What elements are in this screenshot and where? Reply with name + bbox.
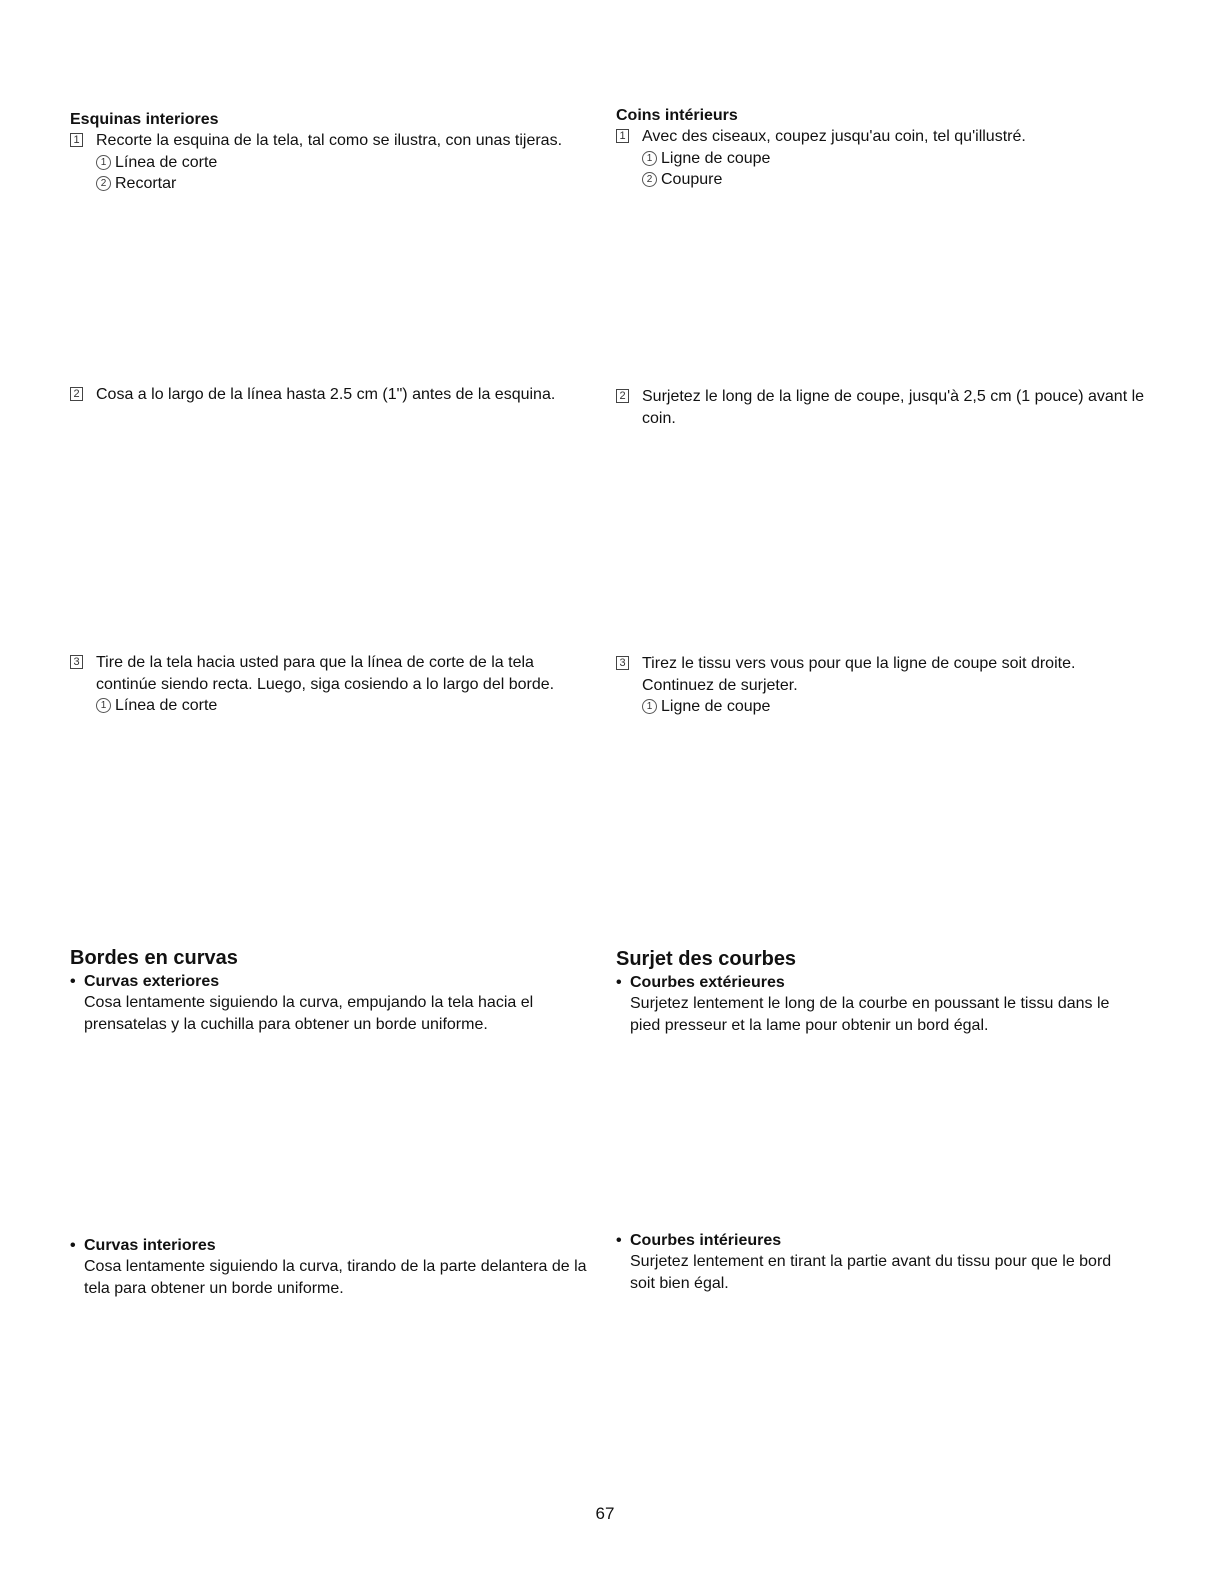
fr-curves-section	[616, 947, 1136, 1036]
bullet: •	[70, 973, 76, 990]
circled-number-icon: 1	[96, 698, 111, 713]
step-number-box: 2	[616, 389, 629, 403]
es-step-2-block	[70, 384, 570, 406]
es-step-2-text: Cosa a lo largo de la línea hasta 2.5 cm (1") antes de la esquina.	[96, 386, 556, 403]
fr-curves-title: Surjet des courbes	[616, 948, 797, 970]
step-number-box: 1	[616, 129, 629, 143]
circled-number-icon: 2	[642, 172, 657, 187]
step-number-box: 2	[70, 387, 83, 401]
fr-step-1-ref-2-label: Coupure	[661, 171, 723, 188]
step-number-box: 1	[70, 133, 83, 147]
es-step-1-text: Recorte la esquina de la tela, tal como se ilustra, con unas tijeras.	[96, 132, 563, 149]
fr-step-2-text: Surjetez le long de la ligne de coupe, jusqu'à 2,5 cm (1 pouce) avant le coin.	[642, 388, 1145, 427]
bullet: •	[70, 1237, 76, 1254]
step-number-box: 3	[70, 655, 83, 669]
circled-number-icon: 1	[642, 151, 657, 166]
es-inner-curves-heading	[70, 1236, 590, 1256]
es-inner-corners-section	[70, 110, 570, 195]
es-inner-curves-title: Curvas interiores	[84, 1237, 216, 1254]
es-step-1-ref-1	[70, 152, 570, 174]
es-outer-curves-heading	[70, 972, 600, 992]
es-step-1-ref-1-label: Línea de corte	[115, 153, 218, 171]
es-curves-title: Bordes en curvas	[70, 947, 238, 969]
fr-inner-corners-heading: Coins intérieurs	[616, 107, 738, 124]
fr-step-3-ref-1-label: Ligne de coupe	[661, 698, 771, 715]
circled-number-icon: 1	[642, 699, 657, 714]
page-number: 67	[595, 1504, 615, 1523]
fr-step-3-block	[616, 653, 1146, 718]
es-step-3-text: Tire de la tela hacia usted para que la línea de corte de la tela continúe siendo recta. Luego, siga cosiendo a lo largo del borde.	[96, 654, 555, 693]
fr-step-2	[616, 386, 1146, 429]
es-step-3-ref-1-label: Línea de corte	[115, 697, 218, 714]
es-step-1-ref-2-label: Recortar	[115, 175, 177, 192]
es-inner-curves-text: Cosa lentamente siguiendo la curva, tirando de la parte delantera de la tela para obtener un borde uniforme.	[84, 1258, 587, 1297]
circled-number-icon: 1	[96, 155, 111, 170]
fr-inner-curves-heading	[616, 1231, 1136, 1251]
fr-inner-curves-text: Surjetez lentement en tirant la partie avant du tissu pour que le bord soit bien égal.	[630, 1253, 1112, 1292]
es-step-3	[70, 652, 595, 695]
es-step-3-block	[70, 652, 595, 717]
step-number-box: 3	[616, 656, 629, 670]
es-outer-curves-text: Cosa lentamente siguiendo la curva, empujando la tela hacia el prensatelas y la cuchilla para obtener un borde uniforme.	[84, 994, 534, 1033]
es-step-2	[70, 384, 570, 406]
fr-outer-curves-text: Surjetez lentement le long de la courbe en poussant le tissu dans le pied presseur et la lame pour obtenir un bord égal.	[630, 995, 1110, 1034]
es-step-3-ref-1	[70, 695, 595, 717]
es-inner-corners-heading: Esquinas interiores	[70, 111, 219, 128]
es-step-1-ref-2	[70, 173, 570, 195]
fr-step-1-ref-1	[616, 148, 1146, 170]
fr-step-3	[616, 653, 1146, 696]
fr-step-1-ref-2	[616, 169, 1146, 191]
fr-step-1-text: Avec des ciseaux, coupez jusqu'au coin, tel qu'illustré.	[642, 128, 1026, 145]
fr-step-1	[616, 126, 1146, 148]
fr-inner-curves-title: Courbes intérieures	[630, 1232, 782, 1249]
fr-outer-curves-title: Courbes extérieures	[630, 974, 785, 991]
fr-outer-curves-heading	[616, 973, 1136, 993]
es-inner-curves-section	[70, 1236, 590, 1299]
bullet: •	[616, 974, 622, 991]
circled-number-icon: 2	[96, 176, 111, 191]
fr-step-3-ref-1	[616, 696, 1146, 718]
fr-step-3-text: Tirez le tissu vers vous pour que la ligne de coupe soit droite. Continuez de surjeter.	[642, 655, 1076, 694]
fr-step-1-ref-1-label: Ligne de coupe	[661, 149, 771, 167]
fr-inner-curves-section	[616, 1231, 1136, 1294]
bullet: •	[616, 1232, 622, 1249]
es-outer-curves-title: Curvas exteriores	[84, 973, 220, 990]
fr-inner-corners-section	[616, 106, 1146, 191]
es-curves-section	[70, 946, 600, 1035]
es-step-1	[70, 130, 570, 152]
fr-step-2-block	[616, 386, 1146, 429]
